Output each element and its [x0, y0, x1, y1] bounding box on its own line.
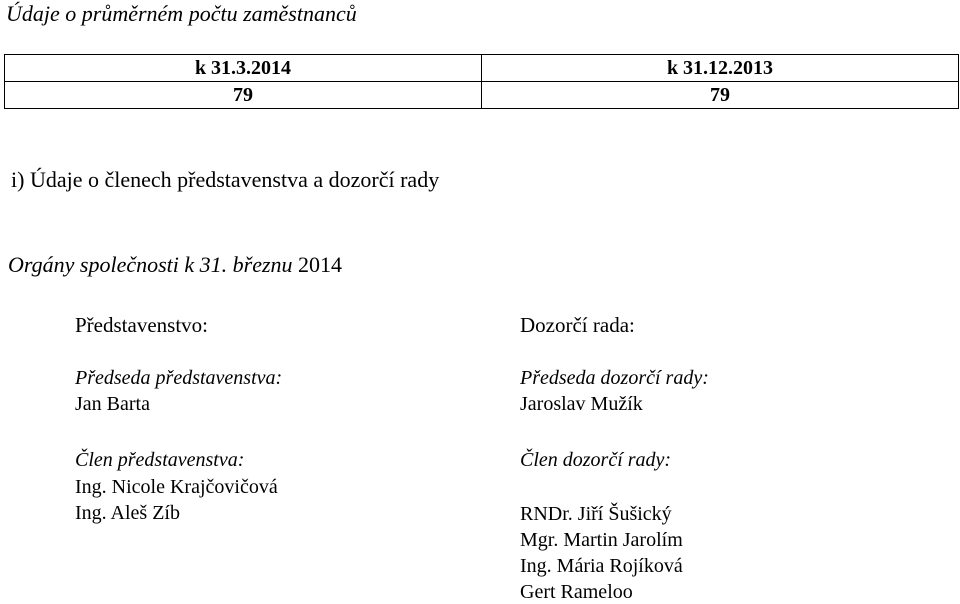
board-member-name: Ing. Aleš Zíb [75, 502, 180, 524]
board-member-role: Člen představenstva: [75, 449, 245, 471]
supervisory-member-name: RNDr. Jiří Šušický [520, 503, 672, 525]
supervisory-chair-name: Jaroslav Mužík [520, 393, 643, 415]
section-heading: i) Údaje o členech představenstva a dozorčí rady [11, 167, 440, 192]
supervisory-chair-role: Předseda dozorčí rady: [520, 367, 709, 389]
organs-title-text: Orgány společnosti k 31. březnu [8, 252, 293, 277]
page-heading: Údaje o průměrném počtu zaměstnanců [6, 1, 357, 26]
employee-count-table [4, 54, 959, 109]
organs-title [8, 252, 342, 278]
board-chair-name: Jan Barta [75, 393, 150, 415]
table-header-row [5, 55, 959, 82]
table-row [5, 82, 959, 109]
table-header-cell: k 31.12.2013 [482, 55, 959, 82]
board-member-name: Ing. Nicole Krajčovičová [75, 476, 278, 498]
supervisory-title: Dozorčí rada: [520, 313, 635, 337]
organs-title-year: 2014 [298, 252, 343, 277]
table-value-cell: 79 [5, 82, 482, 109]
table-header-cell: k 31.3.2014 [5, 55, 482, 82]
supervisory-member-name: Ing. Mária Rojíková [520, 555, 683, 577]
table-value-cell: 79 [482, 82, 959, 109]
supervisory-member-name: Gert Rameloo [520, 581, 633, 603]
board-chair-role: Předseda představenstva: [75, 367, 283, 389]
supervisory-member-name: Mgr. Martin Jarolím [520, 529, 683, 551]
supervisory-member-role: Člen dozorčí rady: [520, 449, 672, 471]
board-title: Představenstvo: [75, 313, 208, 337]
